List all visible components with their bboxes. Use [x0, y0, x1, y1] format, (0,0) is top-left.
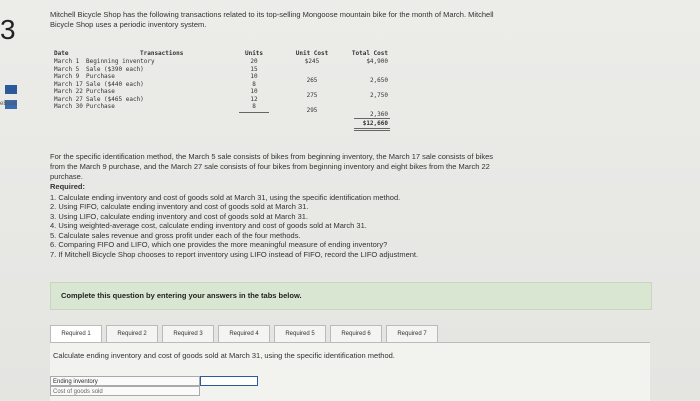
- table-row: [54, 81, 414, 89]
- row-units: 15: [250, 65, 258, 73]
- table-row: [54, 96, 414, 104]
- document-icon[interactable]: [5, 85, 17, 94]
- cogs-label: Cost of goods sold: [50, 386, 200, 396]
- tab-required-4[interactable]: Required 4: [218, 325, 270, 343]
- row-date: March 9: [54, 73, 80, 80]
- para-line: from the March 9 purchase, and the March 27 sale consists of four bikes from beginning inventory and eight bikes from the March 22: [50, 162, 490, 171]
- units-underline: [239, 112, 269, 113]
- row-transaction: Sale ($390 each): [86, 65, 144, 73]
- problem-intro: [50, 10, 580, 30]
- double-underline: [354, 128, 390, 129]
- row-total-cost: 2,750: [369, 92, 388, 99]
- row-date: March 17: [54, 80, 83, 88]
- required-item: 5. Calculate sales revenue and gross profit under each of the four methods.: [50, 230, 301, 240]
- tab-required-5[interactable]: Required 5: [274, 325, 326, 343]
- total-cost-underline: [354, 118, 390, 119]
- row-total-cost: 2,650: [369, 77, 388, 84]
- header-total-cost: Total Cost: [351, 50, 388, 57]
- required-item: 6. Comparing FIFO and LIFO, which one provides the more meaningful measure of ending inventory?: [50, 240, 388, 249]
- row-units: 12: [250, 95, 258, 103]
- row-units: 8: [252, 103, 256, 110]
- table-total-row: [54, 120, 414, 128]
- required-list: [50, 182, 610, 259]
- row-date: March 1: [54, 58, 80, 65]
- table-row: [54, 66, 414, 74]
- intro-line: Bicycle Shop uses a periodic inventory system.: [50, 20, 207, 29]
- header-units: Units: [244, 50, 264, 57]
- complete-question-banner: [50, 282, 652, 310]
- row-transaction: Purchase: [86, 73, 115, 80]
- row-units: 20: [250, 58, 258, 65]
- tab-required-1[interactable]: Required 1: [50, 325, 102, 343]
- row-unit-cost: 275: [306, 92, 318, 99]
- answer-panel: [50, 342, 650, 401]
- transactions-table: [54, 50, 414, 134]
- header-transactions: Transactions: [140, 50, 184, 57]
- header-date: Date: [54, 50, 69, 57]
- tab-required-3[interactable]: Required 3: [162, 325, 214, 343]
- row-unit-cost: 295: [306, 107, 318, 114]
- required-title: Required:: [50, 182, 86, 191]
- row-date: March 27: [54, 95, 83, 103]
- para-line: For the specific identification method, the March 5 sale consists of bikes from beginning inventory, the March 17 sale consists of bikes: [50, 152, 493, 161]
- row-units: 10: [250, 88, 258, 95]
- required-item: 1. Calculate ending inventory and cost of goods sold at March 31, using the specific identification method.: [50, 192, 401, 202]
- row-transaction: Purchase: [86, 88, 115, 95]
- row-date: March 30: [54, 103, 83, 110]
- table-row: [54, 58, 414, 66]
- specific-id-paragraph: [50, 152, 610, 182]
- ending-inventory-input[interactable]: [200, 376, 258, 386]
- row-date: March 5: [54, 65, 80, 73]
- grand-total: $12,660: [362, 120, 388, 127]
- tab-required-2[interactable]: Required 2: [106, 325, 158, 343]
- tab-instruction: Calculate ending inventory and cost of goods sold at March 31, using the specific identification method.: [53, 351, 395, 360]
- tab-required-6[interactable]: Required 6: [330, 325, 382, 343]
- row-transaction: Beginning inventory: [86, 58, 155, 65]
- question-number: 3: [0, 14, 16, 45]
- row-date: March 22: [54, 88, 83, 95]
- para-line: purchase.: [50, 172, 83, 181]
- complete-prompt: Complete this question by entering your answers in the tabs below.: [61, 291, 302, 300]
- tab-required-7[interactable]: Required 7: [386, 325, 438, 343]
- row-total-cost: 2,360: [369, 111, 388, 118]
- double-underline: [354, 130, 390, 131]
- row-transaction: Sale ($440 each): [86, 80, 144, 88]
- row-unit-cost: $245: [304, 58, 320, 65]
- row-transaction: Sale ($465 each): [86, 95, 144, 103]
- intro-line: Mitchell Bicycle Shop has the following transactions related to its top-selling Mongoose mountain bike for the month of March. Mitchell: [50, 10, 494, 19]
- required-tabs: [50, 325, 650, 343]
- required-item: 7. If Mitchell Bicycle Shop chooses to report inventory using LIFO instead of FIFO, record the LIFO adjustment.: [50, 249, 419, 259]
- header-unit-cost: Unit Cost: [295, 50, 329, 57]
- row-units: 10: [250, 73, 258, 80]
- row-transaction: Purchase: [86, 103, 115, 110]
- table-row: [54, 103, 414, 118]
- required-item: 4. Using weighted-average cost, calculate ending inventory and cost of goods sold at March 31.: [50, 221, 367, 230]
- required-item: 3. Using LIFO, calculate ending inventory and cost of goods sold at March 31.: [50, 211, 309, 221]
- row-unit-cost: 265: [306, 77, 318, 84]
- row-total-cost: $4,900: [366, 58, 388, 65]
- required-item: 2. Using FIFO, calculate ending inventory and cost of goods sold at March 31.: [50, 202, 309, 211]
- table-header-row: [54, 50, 414, 58]
- row-units: 8: [252, 80, 256, 88]
- ebook-label[interactable]: eBook: [0, 101, 18, 107]
- ending-inventory-label: Ending inventory: [50, 376, 200, 386]
